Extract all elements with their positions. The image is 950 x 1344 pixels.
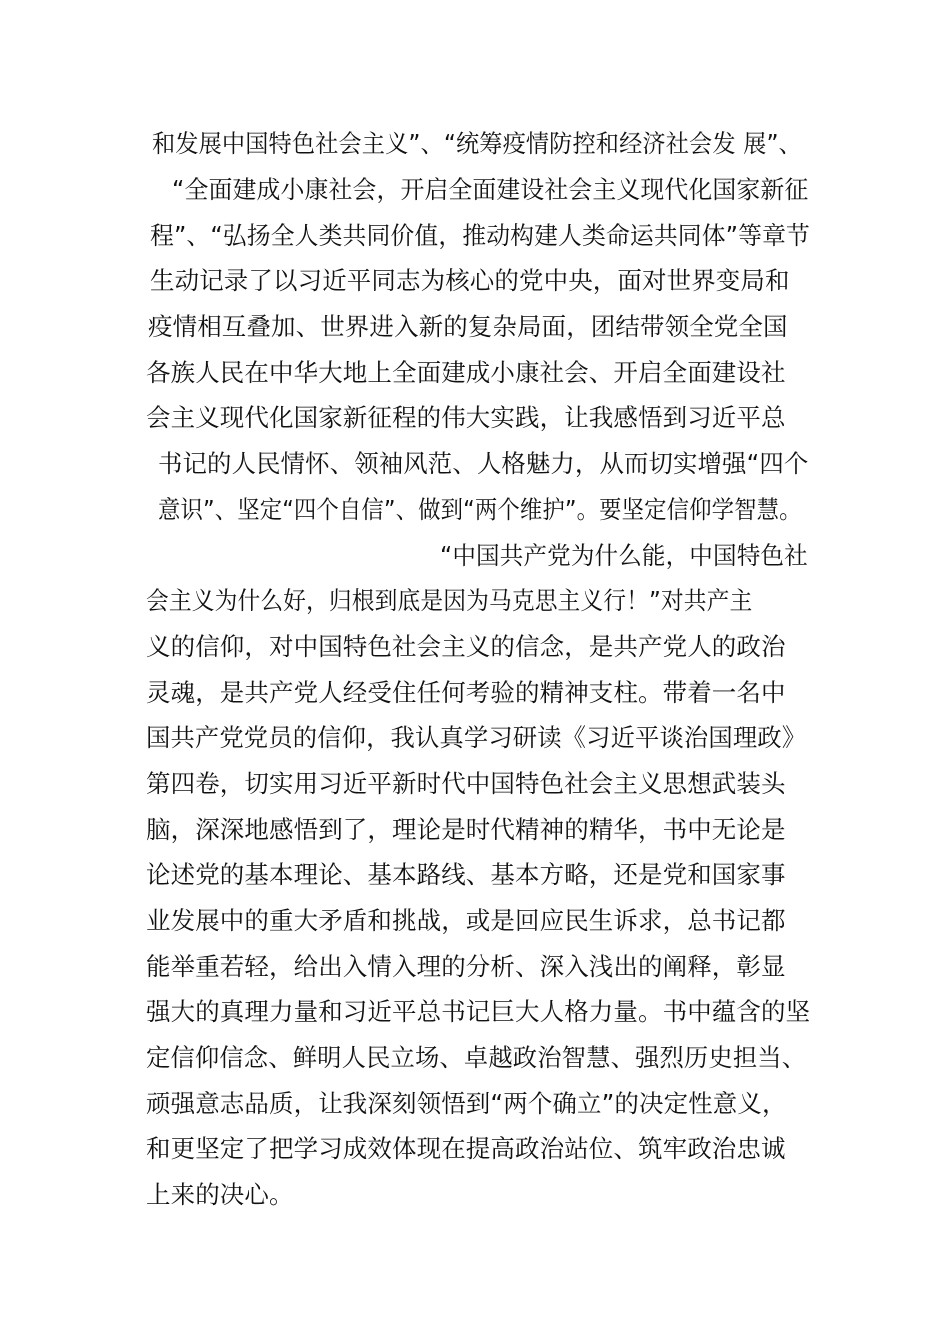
text-line: 义的信仰，对中国特色社会主义的信念，是共产党人的政治 <box>146 632 786 661</box>
text-line: 书记的人民情怀、领袖风范、人格魅力，从而切实增强“四个 <box>158 449 809 478</box>
text-line: “全面建成小康社会，开启全面建设社会主义现代化国家新征 <box>172 175 809 204</box>
text-line: 各族人民在中华大地上全面建成小康社会、开启全面建设社 <box>146 358 786 387</box>
text-line: 业发展中的重大矛盾和挑战，或是回应民生诉求，总书记都 <box>146 906 786 935</box>
text-line: 和发展中国特色社会主义”、“统筹疫情防控和经济社会发 展”、 <box>152 129 802 158</box>
text-line: 顽强意志品质，让我深刻领悟到“两个确立”的决定性意义， <box>146 1089 787 1118</box>
text-line: 意识”、坚定“四个自信”、做到“两个维护”。要坚定信仰学智慧。 <box>158 495 802 524</box>
text-line: 论述党的基本理论、基本路线、基本方略，还是党和国家事 <box>146 860 786 889</box>
text-line: 会主义为什么好，归根到底是因为马克思主义行！”对共产主 <box>146 586 753 615</box>
text-line: 能举重若轻，给出入情入理的分析、深入浅出的阐释，彰显 <box>146 952 786 981</box>
text-line: 脑，深深地感悟到了，理论是时代精神的精华，书中无论是 <box>146 815 786 844</box>
text-line: 疫情相互叠加、世界进入新的复杂局面，团结带领全党全国 <box>148 312 788 341</box>
text-line: 国共产党党员的信仰，我认真学习研读《习近平谈治国理政》 <box>146 723 807 752</box>
text-line: 程”、“弘扬全人类共同价值，推动构建人类命运共同体”等章节 <box>150 221 810 250</box>
text-line: 生动记录了以习近平同志为核心的党中央，面对世界变局和 <box>150 266 790 295</box>
text-line: “中国共产党为什么能，中国特色社 <box>440 541 808 570</box>
text-line: 灵魂，是共产党人经受住任何考验的精神支柱。带着一名中 <box>146 678 786 707</box>
text-line: 上来的决心。 <box>146 1180 294 1209</box>
text-line: 会主义现代化国家新征程的伟大实践，让我感悟到习近平总 <box>146 403 786 432</box>
text-line: 第四卷，切实用习近平新时代中国特色社会主义思想武装头 <box>146 769 786 798</box>
text-line: 和更坚定了把学习成效体现在提高政治站位、筑牢政治忠诚 <box>146 1134 786 1163</box>
text-line: 强大的真理力量和习近平总书记巨大人格力量。书中蕴含的坚 <box>146 997 811 1026</box>
text-line: 定信仰信念、鲜明人民立场、卓越政治智慧、强烈历史担当、 <box>146 1043 807 1072</box>
